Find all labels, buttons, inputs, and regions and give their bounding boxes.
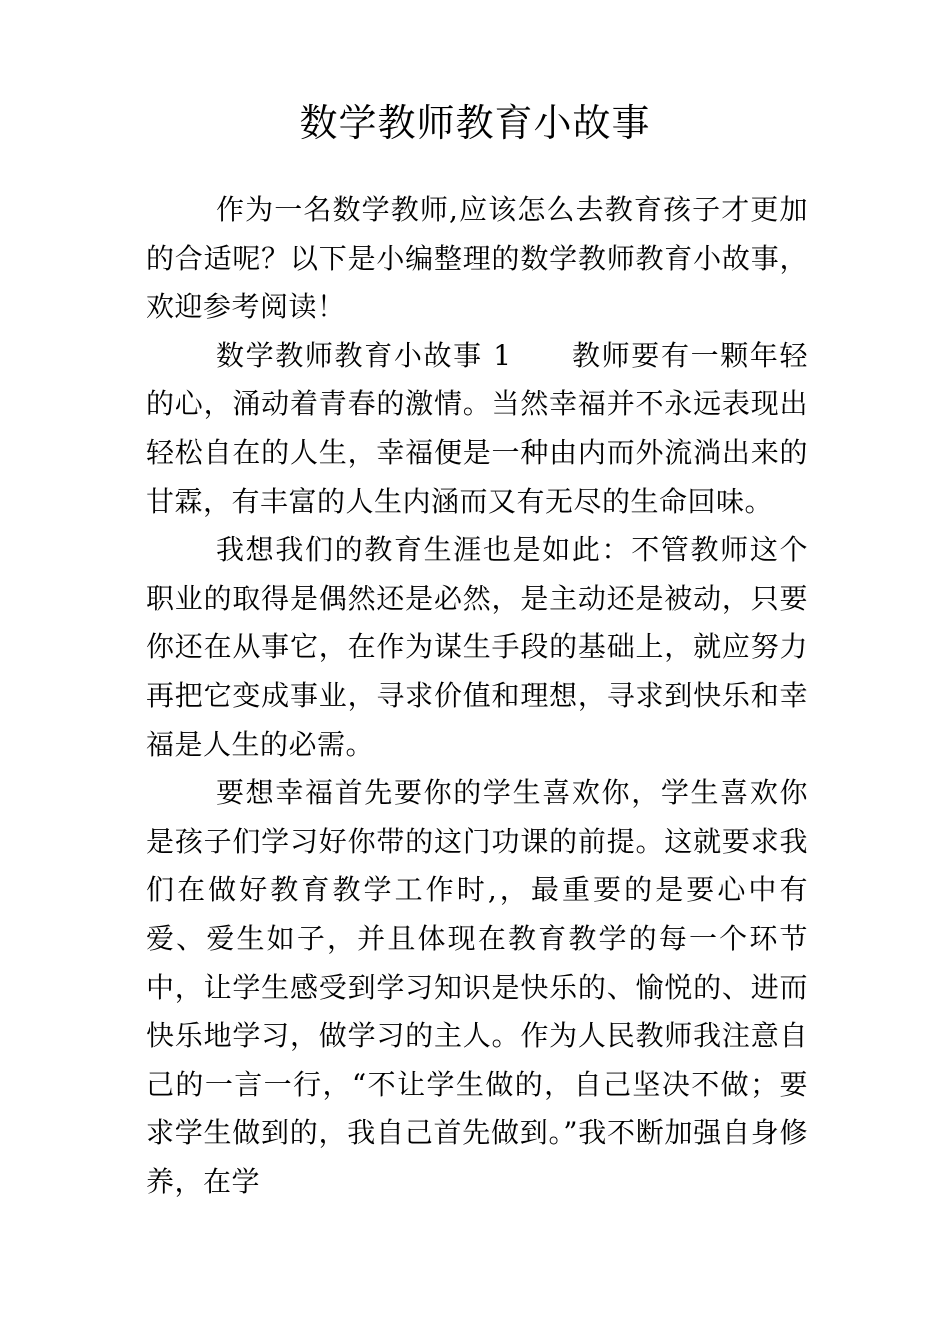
paragraph-story-1: 数学教师教育小故事 1 教师要有一颗年轻的心，涌动着青春的激情。当然幸福并不永远表现出轻松自在的人生，幸福便是一种由内而外流淌出来的甘霖，有丰富的人生内涵而又有无尽的生命回味。 (146, 338, 808, 518)
paragraph-happiness: 要想幸福首先要你的学生喜欢你，学生喜欢你是孩子们学习好你带的这门功课的前提。这就要求我们在做好教育教学工作时,，最重要的是要心中有爱、爱生如子，并且体现在教育教学的每一个环节中，让学生感受到学习知识是快乐的、愉悦的、进而快乐地学习，做学习的主人。作为人民教师我注意自己的一言一行，“不让学生做的，自己坚决不做；要求学生做到的，我自己首先做到。”我不断加强自身修养，在学 (146, 776, 808, 1198)
document-body (146, 186, 808, 1206)
paragraph-intro: 作为一名数学教师,应该怎么去教育孩子才更加的合适呢？以下是小编整理的数学教师教育小故事，欢迎参考阅读！ (146, 193, 808, 324)
document-title: 数学教师教育小故事 (299, 101, 651, 145)
paragraph-career: 我想我们的教育生涯也是如此：不管教师这个职业的取得是偶然还是必然，是主动还是被动，只要你还在从事它，在作为谋生手段的基础上，就应努力再把它变成事业，寻求价值和理想，寻求到快乐和幸福是人生的必需。 (146, 533, 808, 761)
